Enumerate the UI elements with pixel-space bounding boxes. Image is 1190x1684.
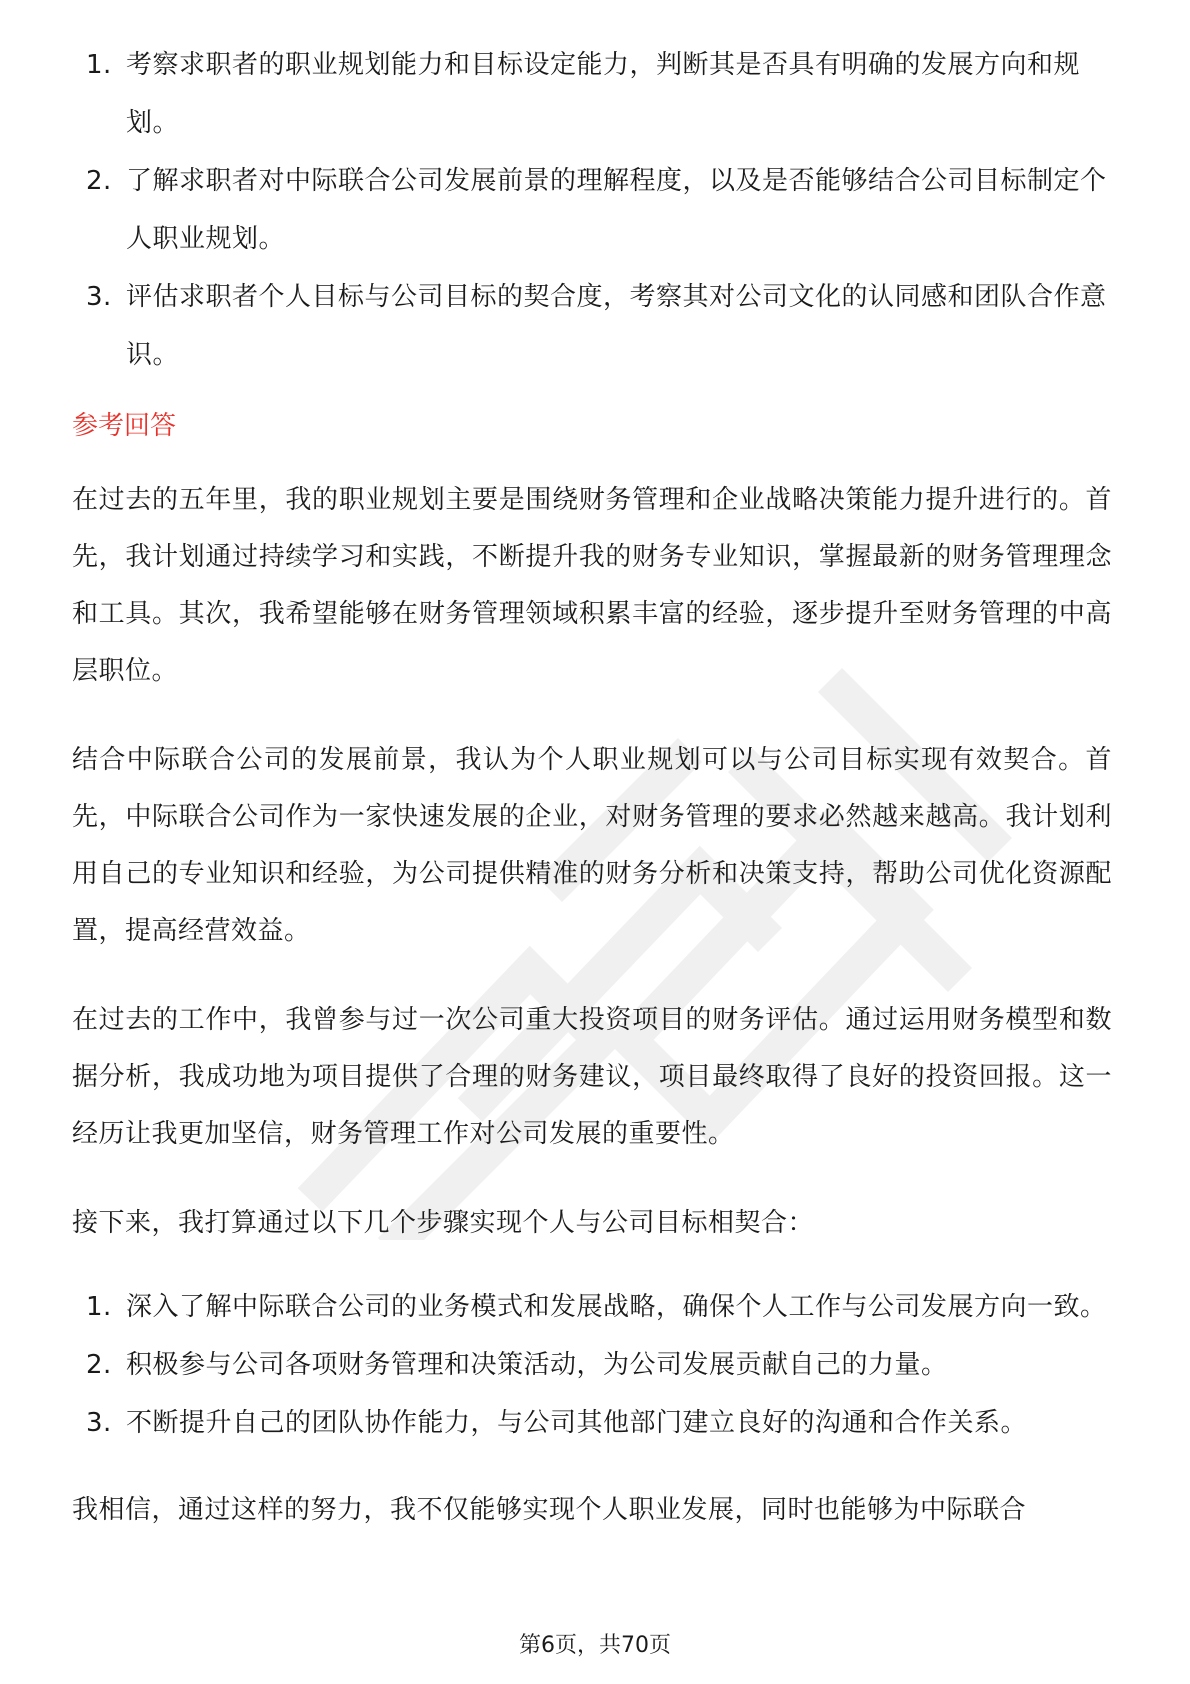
list-number: 3. — [86, 282, 112, 312]
list-number: 2. — [86, 166, 112, 196]
answer-paragraph: 在过去的五年里，我的职业规划主要是围绕财务管理和企业战略决策能力提升进行的。首先，我计划通过持续学习和实践，不断提升我的财务专业知识，掌握最新的财务管理理念和工具。其次，我希望能够在财务管理领域积累丰富的经验，逐步提升至财务管理的中高层职位。 — [72, 485, 1112, 686]
list-number: 2. — [86, 1350, 112, 1380]
steps-list — [72, 1278, 1112, 1452]
list-text: 考察求职者的职业规划能力和目标设定能力，判断其是否具有明确的发展方向和规划。 — [126, 50, 1081, 138]
answer-paragraph: 在过去的工作中，我曾参与过一次公司重大投资项目的财务评估。通过运用财务模型和数据分析，我成功地为项目提供了合理的财务建议，项目最终取得了良好的投资回报。这一经历让我更加坚信，财务管理工作对公司发展的重要性。 — [72, 1005, 1112, 1149]
page-footer: 第6页，共70页 — [519, 1633, 671, 1658]
list-text: 不断提升自己的团队协作能力，与公司其他部门建立良好的沟通和合作关系。 — [126, 1408, 1028, 1438]
closing-paragraph: 我相信，通过这样的努力，我不仅能够实现个人职业发展，同时也能够为中际联合 — [72, 1495, 1027, 1525]
list-item — [72, 1278, 1112, 1336]
list-item — [72, 36, 1112, 152]
answer-paragraph: 接下来，我打算通过以下几个步骤实现个人与公司目标相契合： — [72, 1208, 815, 1238]
list-item — [72, 1394, 1112, 1452]
list-text: 评估求职者个人目标与公司目标的契合度，考察其对公司文化的认同感和团队合作意识。 — [126, 282, 1107, 370]
list-item — [72, 152, 1112, 268]
list-number: 1. — [86, 1292, 112, 1322]
evaluation-points-list — [72, 36, 1112, 384]
list-number: 3. — [86, 1408, 112, 1438]
answer-paragraph: 结合中际联合公司的发展前景，我认为个人职业规划可以与公司目标实现有效契合。首先，中际联合公司作为一家快速发展的企业，对财务管理的要求必然越来越高。我计划利用自己的专业知识和经验，为公司提供精准的财务分析和决策支持，帮助公司优化资源配置，提高经营效益。 — [72, 745, 1112, 946]
list-text: 了解求职者对中际联合公司发展前景的理解程度，以及是否能够结合公司目标制定个人职业规划。 — [126, 166, 1107, 254]
list-text: 积极参与公司各项财务管理和决策活动，为公司发展贡献自己的力量。 — [126, 1350, 948, 1380]
list-item — [72, 1336, 1112, 1394]
section-title-reference-answer: 参考回答 — [72, 411, 177, 441]
list-number: 1. — [86, 50, 112, 80]
list-item — [72, 268, 1112, 384]
list-text: 深入了解中际联合公司的业务模式和发展战略，确保个人工作与公司发展方向一致。 — [126, 1292, 1107, 1322]
